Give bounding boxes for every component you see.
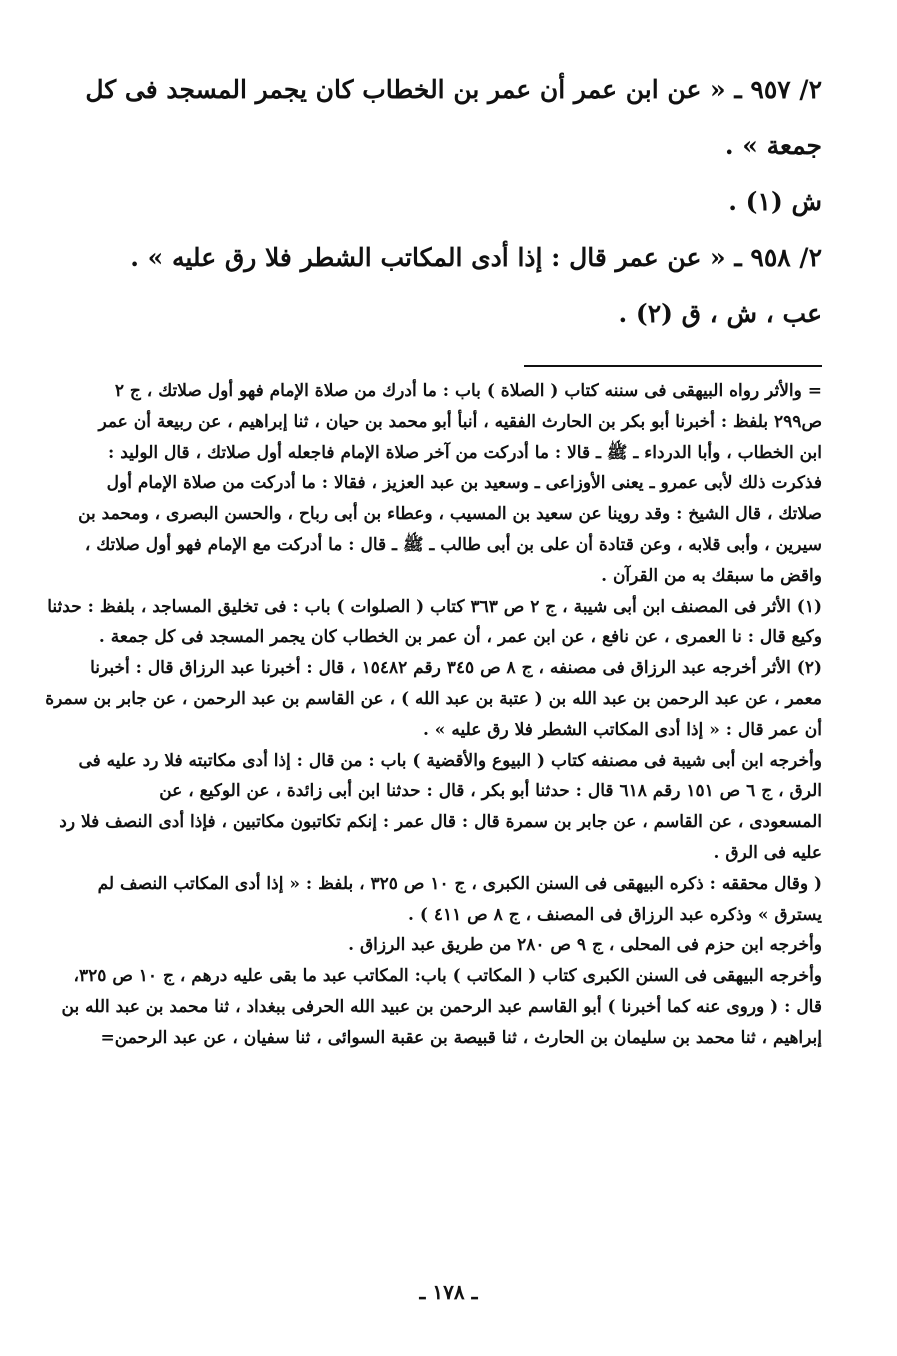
main-line: ش (١) . (728, 187, 822, 216)
footnote-line: ( وقال محققه : ذكره البيهقى فى السنن الكبرى ، ج ١٠ ص ٣٢٥ ، بلفظ : « إذا أدى المكاتب النصف لم (97, 873, 822, 894)
footnote-line: فذكرت ذلك لأبى عمرو ـ يعنى الأوزاعى ـ وسعيد بن عبد العزيز ، فقالا : ما أدركت من صلاة الإمام أول (106, 473, 822, 494)
footnote-line: أن عمر قال : « إذا أدى المكاتب الشطر فلا رق عليه » . (422, 719, 822, 740)
main-text (40, 62, 822, 342)
footnote-line: يسترق » وذكره عبد الرزاق فى المصنف ، ج ٨ ص ٤١١ ) . (408, 904, 822, 925)
footnote-line: واقض ما سبقك به من القرآن . (601, 565, 822, 586)
footnote-line: ص٢٩٩ بلفظ : أخبرنا أبو بكر بن الحارث الفقيه ، أنبأ أبو محمد بن حيان ، ثنا إبراهيم ، عن ربيعة أن عمر (98, 411, 822, 432)
footnote-line: سيرين ، وأبى قلابه ، وعن قتادة أن على بن أبى طالب ـ ﷺ ـ قال : ما أدركت مع الإمام فهو أول صلاتك ، (84, 534, 822, 555)
main-line: جمعة » . (724, 131, 822, 160)
footnote-line: معمر ، عن عبد الرحمن بن عبد الله بن ( عتبة بن عبد الله ) ، عن القاسم بن عبد الرحمن ، عن جابر بن سمرة (45, 688, 822, 709)
footnotes (40, 376, 822, 1054)
footnote-line: قال : ( وروى عنه كما أخبرنا ) أبو القاسم عبد الرحمن بن عبيد الله الحرفى ببغداد ، ثنا محمد بن عبد الله بن (61, 996, 822, 1017)
footnote-line: عليه فى الرق . (713, 842, 822, 863)
footnote-line: الرق ، ج ٦ ص ١٥١ رقم ٦١٨ قال : حدثنا أبو بكر ، قال : حدثنا ابن أبى زائدة ، عن الوكيع ، عن (159, 781, 822, 802)
footnote-line: (١) الأثر فى المصنف ابن أبى شيبة ، ج ٢ ص ٣٦٣ كتاب ( الصلوات ) باب : فى تخليق المساجد ، بلفظ : حدثنا (47, 596, 822, 617)
footnote-line: إبراهيم ، ثنا محمد بن سليمان بن الحارث ، ثنا قبيصة بن عقبة السوائى ، ثنا سفيان ، عن عبد الرحمن= (100, 1027, 822, 1048)
footnote-line: وكيع قال : نا العمرى ، عن نافع ، عن ابن عمر ، أن عمر بن الخطاب كان يجمر المسجد فى كل جمعة . (98, 627, 822, 648)
main-line: ٢/ ٩٥٧ ـ « عن ابن عمر أن عمر بن الخطاب كان يجمر المسجد فى كل (85, 75, 822, 104)
footnote-line: المسعودى ، عن القاسم ، عن جابر بن سمرة قال : قال عمر : إنكم تكاتبون مكاتبين ، فإذا أدى النصف فلا رد (59, 812, 822, 833)
footnote-line: صلاتك ، قال الشيخ : وقد روينا عن سعيد بن المسيب ، وعطاء بن أبى رباح ، والحسن البصرى ، ومحمد بن (78, 504, 822, 525)
main-line: عب ، ش ، ق (٢) . (618, 299, 822, 328)
footnote-line: وأخرجه البيهقى فى السنن الكبرى كتاب ( المكاتب ) باب: المكاتب عبد ما بقى عليه درهم ، ج ١٠ ص ٣٢٥، (73, 966, 822, 987)
footnote-line: وأخرجه ابن أبى شيبة فى مصنفه كتاب ( البيوع والأقضية ) باب : من قال : إذا أدى مكاتبته فلا رد عليه فى (78, 750, 822, 771)
main-line: ٢/ ٩٥٨ ـ « عن عمر قال : إذا أدى المكاتب الشطر فلا رق عليه » . (130, 243, 822, 272)
page-number: ـ ١٧٨ ـ (419, 1280, 478, 1304)
footnote-line: ابن الخطاب ، وأبا الدرداء ـ ﷺ ـ قالا : ما أدركت من آخر صلاة الإمام فاجعله أول صلاتك ، قال الوليد : (108, 442, 822, 463)
footnote-line: وأخرجه ابن حزم فى المحلى ، ج ٩ ص ٢٨٠ من طريق عبد الرزاق . (348, 935, 822, 956)
footnote-separator (524, 365, 822, 367)
footnote-line: (٢) الأثر أخرجه عبد الرزاق فى مصنفه ، ج ٨ ص ٣٤٥ رقم ١٥٤٨٢ ، قال : أخبرنا عبد الرزاق قال : أخبرنا (90, 658, 822, 679)
footnote-line: = والأثر رواه البيهقى فى سننه كتاب ( الصلاة ) باب : ما أدرك من صلاة الإمام فهو أول صلاتك ، ج ٢ (114, 381, 822, 401)
